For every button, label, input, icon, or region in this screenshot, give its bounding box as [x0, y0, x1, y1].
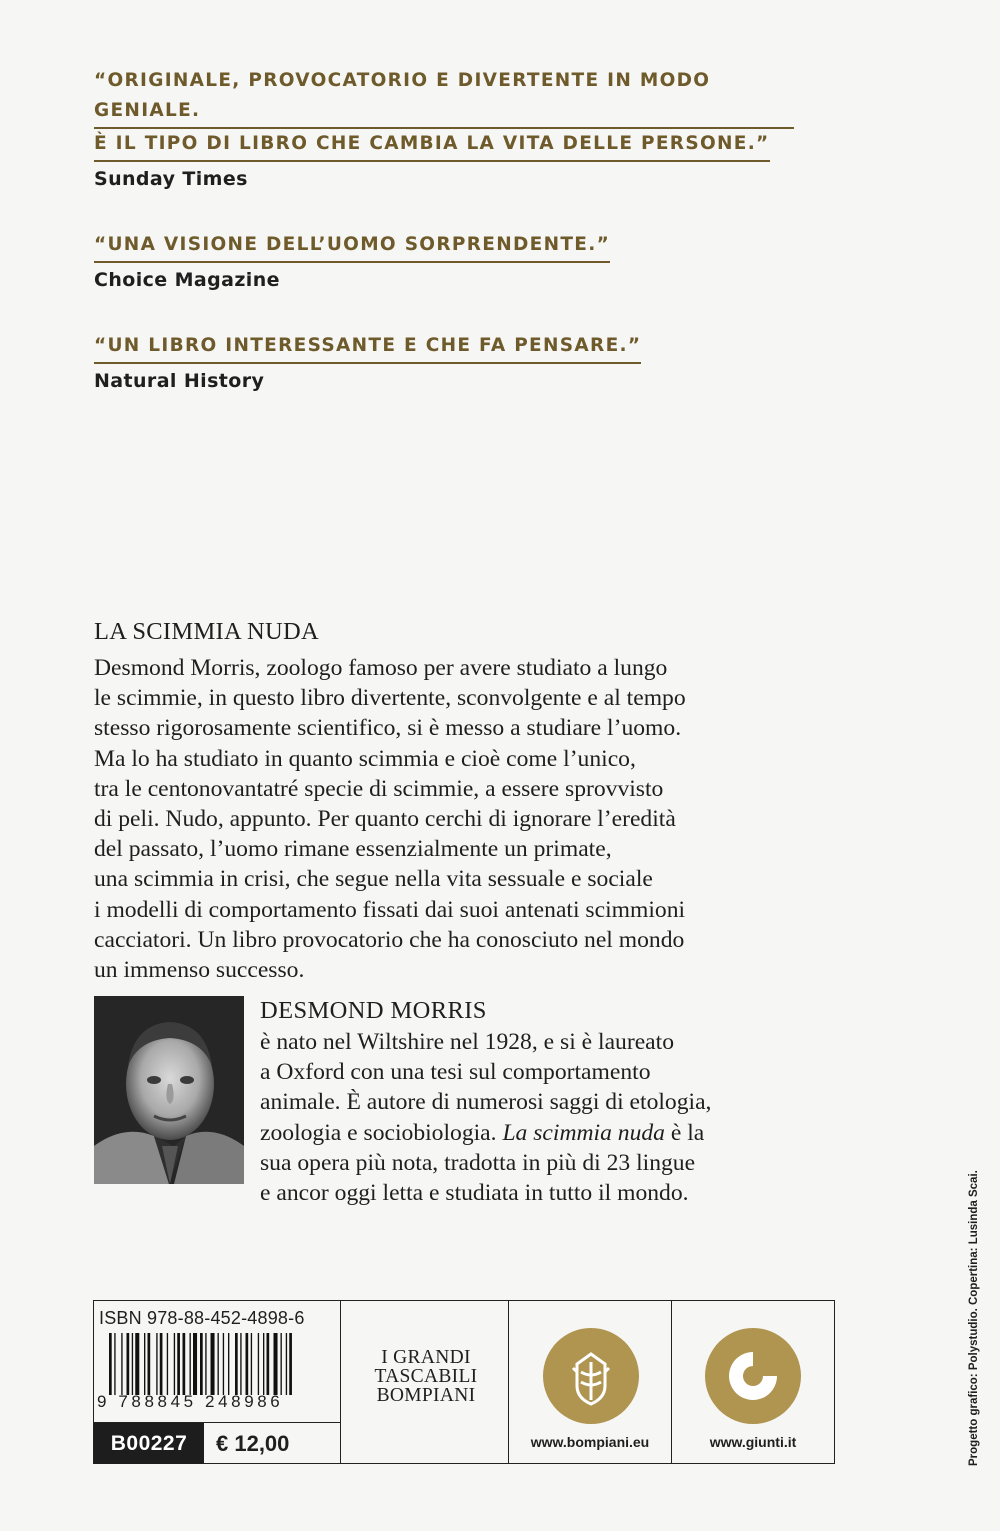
- review-quote: [94, 230, 794, 291]
- barcode-bar: [200, 1333, 203, 1395]
- barcode-bar: [228, 1333, 229, 1395]
- barcode-bar: [218, 1333, 219, 1395]
- barcode-bar: [274, 1333, 278, 1395]
- synopsis-line: tra le centonovantatré specie di scimmie, a essere sprovvisto: [94, 775, 664, 802]
- barcode-bar: [183, 1333, 186, 1395]
- synopsis: [94, 653, 814, 985]
- barcode-bar: [109, 1333, 112, 1395]
- barcode-bar: [132, 1333, 133, 1395]
- barcode-bar: [127, 1333, 130, 1395]
- synopsis-line: le scimmie, in questo libro divertente, sconvolgente e al tempo: [94, 685, 686, 712]
- barcode: [109, 1333, 335, 1395]
- bio-line: a Oxford con una tesi sul comportamento: [260, 1059, 651, 1086]
- quote-line: “UNA VISIONE DELL’UOMO SORPRENDENTE.”: [94, 230, 610, 263]
- barcode-bar: [223, 1333, 224, 1395]
- synopsis-line: Ma lo ha studiato in quanto scimmia e cioè come l’unico,: [94, 745, 636, 772]
- code-price-row: [94, 1422, 340, 1464]
- barcode-bar: [193, 1333, 197, 1395]
- synopsis-line: di peli. Nudo, appunto. Per quanto cerchi di ignorare l’eredità: [94, 806, 676, 833]
- quote-line: “UN LIBRO INTERESSANTE E CHE FA PENSARE.”: [94, 331, 641, 364]
- bompiani-logo-icon: [543, 1328, 639, 1424]
- barcode-bar: [160, 1333, 163, 1395]
- barcode-bar: [156, 1333, 157, 1395]
- review-quotes: [94, 66, 794, 432]
- publisher-website: www.bompiani.eu: [530, 1434, 650, 1450]
- collection-line: BOMPIANI: [376, 1385, 476, 1406]
- barcode-bar: [174, 1333, 175, 1395]
- bio-book-title: La scimmia nuda: [502, 1119, 665, 1146]
- barcode-bar: [289, 1333, 292, 1395]
- barcode-bar: [177, 1333, 180, 1395]
- quote-line: È IL TIPO DI LIBRO CHE CAMBIA LA VITA DELLE PERSONE.”: [94, 129, 770, 162]
- bio-line: sua opera più nota, tradotta in più di 23 lingue: [260, 1149, 696, 1176]
- price: € 12,00: [216, 1430, 290, 1456]
- bio-text: è la: [664, 1119, 705, 1146]
- barcode-bar: [144, 1333, 145, 1395]
- review-quote: [94, 331, 794, 392]
- synopsis-line: i modelli di comportamento fissati dai suoi antenati scimmioni: [94, 896, 686, 923]
- synopsis-line: un immenso successo.: [94, 957, 305, 984]
- barcode-bar: [148, 1333, 151, 1395]
- giunti-website: www.giunti.it: [709, 1434, 797, 1450]
- bio-line: è nato nel Wiltshire nel 1928, e si è laureato: [260, 1029, 674, 1055]
- synopsis-line: del passato, l’uomo rimane essenzialmente un primate,: [94, 836, 612, 863]
- giunti-logo-icon: [705, 1328, 801, 1424]
- quote-text: [94, 230, 794, 263]
- ean-number: 9 788845 248986: [97, 1392, 284, 1411]
- back-cover-footer: [93, 1300, 835, 1464]
- collection-cell: [341, 1301, 509, 1463]
- synopsis-line: Desmond Morris, zoologo famoso per avere studiato a lungo: [94, 655, 668, 681]
- product-code: B00227: [94, 1423, 204, 1464]
- bio-text: zoologia e sociobiologia.: [260, 1119, 503, 1146]
- bio-line: animale. È autore di numerosi saggi di etologia,: [260, 1089, 712, 1116]
- barcode-bar: [246, 1333, 249, 1395]
- quote-text: [94, 331, 794, 364]
- barcode-bar: [263, 1333, 264, 1395]
- collection-line: TASCABILI: [374, 1366, 478, 1387]
- barcode-bar: [190, 1333, 191, 1395]
- synopsis-line: stesso rigorosamente scientifico, si è messo a studiare l’uomo.: [94, 715, 682, 742]
- bio-line: [260, 1118, 820, 1148]
- design-credit: Progetto grafico: Polystudio. Copertina: Lusinda Scai.: [968, 1170, 980, 1466]
- synopsis-line: cacciatori. Un libro provocatorio che ha conosciuto nel mondo: [94, 926, 685, 953]
- isbn: ISBN 978-88-452-4898-6: [99, 1308, 305, 1328]
- barcode-bar: [258, 1333, 259, 1395]
- review-quote: [94, 66, 794, 190]
- barcode-bar: [235, 1333, 238, 1395]
- barcode-bar: [135, 1333, 139, 1395]
- author-photo: [94, 996, 244, 1184]
- book-title: LA SCIMMIA NUDA: [94, 618, 320, 645]
- barcode-bar: [167, 1333, 168, 1395]
- quote-source: Choice Magazine: [94, 269, 280, 291]
- giunti-cell: [672, 1301, 834, 1463]
- quote-line: “ORIGINALE, PROVOCATORIO E DIVERTENTE IN MODO GENIALE.: [94, 66, 794, 129]
- quote-source: Sunday Times: [94, 168, 248, 190]
- barcode-bar: [121, 1333, 122, 1395]
- barcode-bar: [240, 1333, 241, 1395]
- publisher-cell: [509, 1301, 672, 1463]
- barcode-bar: [205, 1333, 206, 1395]
- barcode-bar: [114, 1333, 115, 1395]
- barcode-bar: [286, 1333, 287, 1395]
- isbn-cell: [94, 1301, 341, 1463]
- collection-line: I GRANDI: [381, 1347, 471, 1368]
- barcode-bar: [211, 1333, 215, 1395]
- synopsis-line: una scimmia in crisi, che segue nella vita sessuale e sociale: [94, 866, 653, 893]
- author-bio: [260, 1027, 820, 1208]
- author-name: DESMOND MORRIS: [260, 997, 487, 1024]
- barcode-bar: [251, 1333, 252, 1395]
- barcode-bar: [281, 1333, 282, 1395]
- bio-line: e ancor oggi letta e studiata in tutto il mondo.: [260, 1180, 689, 1207]
- collection-name: [351, 1348, 501, 1405]
- barcode-bar: [267, 1333, 270, 1395]
- quote-source: Natural History: [94, 370, 265, 392]
- quote-text: [94, 66, 794, 162]
